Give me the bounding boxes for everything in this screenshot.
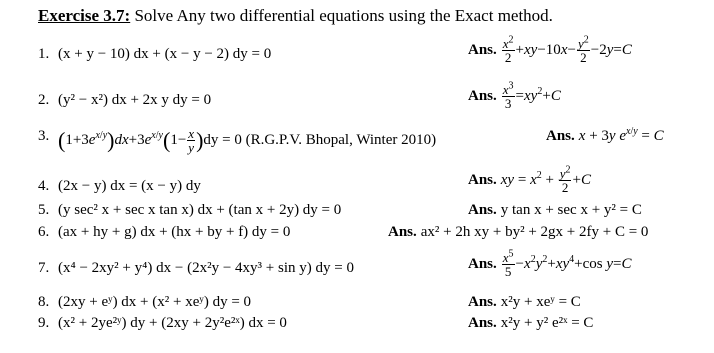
- exercise-instructions: Solve Any two differential equations using the Exact method.: [130, 6, 553, 25]
- problem-number: 4.: [38, 178, 50, 194]
- problem-number: 6.: [38, 224, 50, 240]
- problem-equation: (ax + hy + g) dx + (hx + by + f) dy = 0: [58, 224, 291, 240]
- problem-equation: (y² − x²) dx + 2x y dy = 0: [58, 92, 212, 108]
- problem-number: 1.: [38, 46, 50, 62]
- problem-equation: (y sec² x + sec x tan x) dx + (tan x + 2y) dy = 0: [58, 202, 342, 218]
- problem-equation: (x⁴ − 2xy² + y⁴) dx − (2x²y − 4xy³ + sin y) dy = 0: [58, 260, 354, 276]
- problem-number: 9.: [38, 315, 50, 331]
- exercise-heading: [38, 6, 553, 26]
- problem-answer: Ans. x + 3y $e^{x/y} = C$: [546, 126, 664, 144]
- problem-equation: $(1+3e^{x/y})dx+3e^{x/y}(1-$ $\frac{x}{y}$ )dy = 0 (R.G.P.V. Bhopal, Winter 2010): [58, 126, 437, 155]
- problem-number: 8.: [38, 294, 50, 310]
- problem-number: 5.: [38, 202, 50, 218]
- problem-equation: (2xy + eʸ) dx + (x² + xeʸ) dy = 0: [58, 294, 252, 310]
- problem-answer: Ans. ax² + 2h xy + by² + 2gx + 2fy + C = 0: [388, 224, 649, 240]
- problem-equation: (x² + 2ye²ʸ) dy + (2xy + 2y²e²ˣ) dx = 0: [58, 315, 287, 331]
- problem-equation: (2x − y) dx = (x − y) dy: [58, 178, 201, 194]
- problem-answer: Ans. $\frac{x^5}{5}$ $-x^2y^2+xy^4+\cos$ y=C: [468, 248, 632, 279]
- problem-number: 3.: [38, 128, 50, 144]
- problem-answer: Ans. $\frac{x^2}{2}$ +xy−10x− $\frac{y^2}{2}$ −2y=C: [468, 34, 632, 65]
- problem-answer: Ans. x²y + xeʸ = C: [468, 294, 581, 310]
- problem-answer: Ans. xy = $x^2$ + $\frac{y^2}{2}$ +C: [468, 164, 591, 195]
- problem-answer: Ans. $\frac{x^3}{3}$ $=xy^2+C$: [468, 80, 561, 111]
- problem-equation-suffix: dy = 0 (R.G.P.V. Bhopal, Winter 2010): [203, 131, 437, 148]
- problem-answer: Ans. y tan x + sec x + y² = C: [468, 202, 642, 218]
- problem-number: 2.: [38, 92, 50, 108]
- problem-number: 7.: [38, 260, 50, 276]
- problem-equation: (x + y − 10) dx + (x − y − 2) dy = 0: [58, 46, 272, 62]
- problem-answer: Ans. x²y + y² e²ˣ = C: [468, 315, 594, 331]
- exercise-number: Exercise 3.7:: [38, 6, 131, 25]
